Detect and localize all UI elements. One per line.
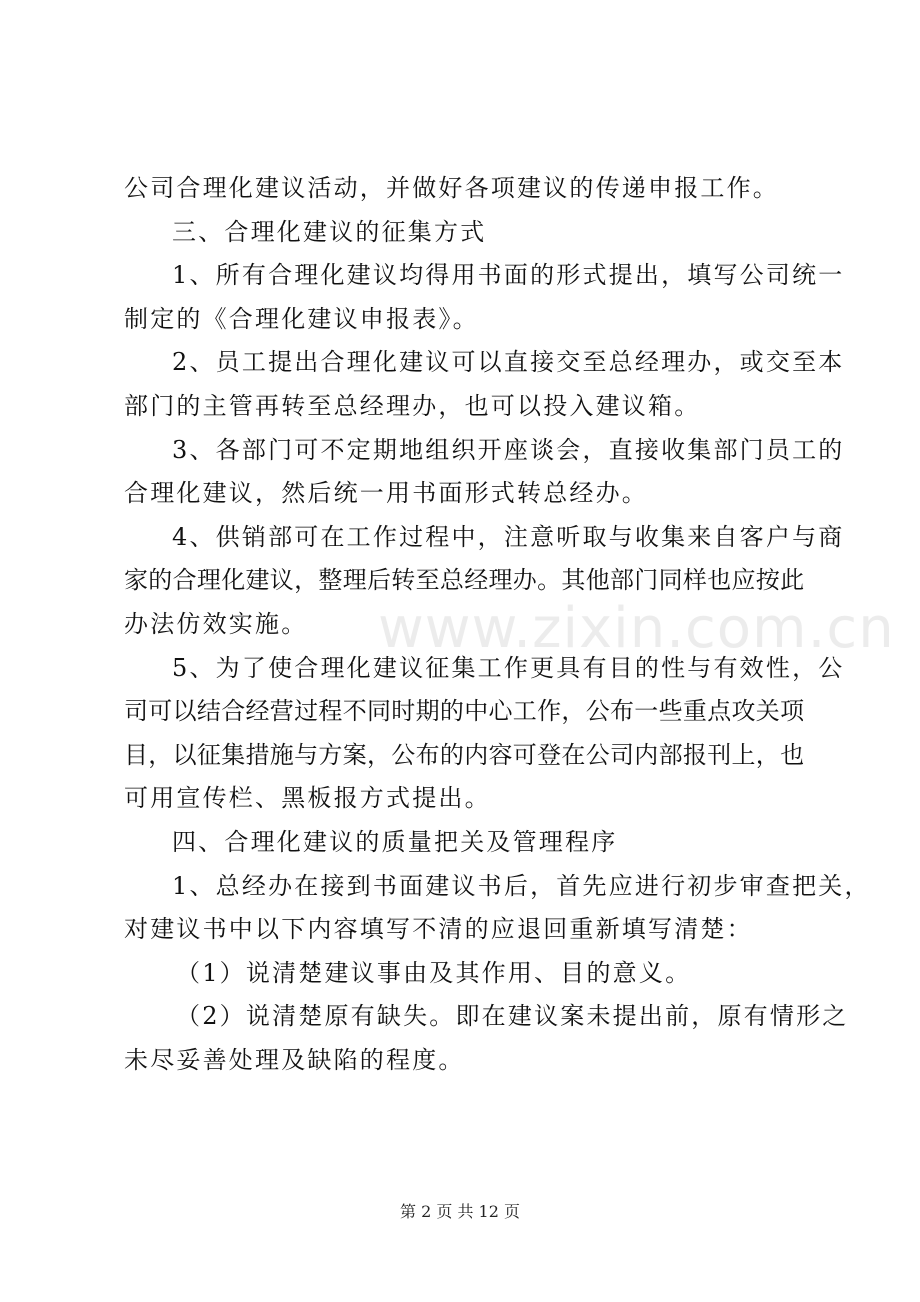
section-heading: 三、合理化建议的征集方式: [172, 217, 487, 246]
text-line: 5、为了使合理化建议征集工作更具有目的性与有效性，公: [172, 653, 845, 682]
page-footer: 第 2 页 共 12 页: [400, 1202, 520, 1221]
watermark: www.zixin.com.cn: [378, 596, 895, 661]
text-line: 部门的主管再转至总经理办，也可以投入建议箱。: [124, 391, 701, 420]
text-line: 办法仿效实施。: [124, 609, 308, 638]
text-line: 1、总经办在接到书面建议书后，首先应进行初步审查把关，: [172, 871, 871, 900]
text-line: 目，以征集措施与方案，公布的内容可登在公司内部报刊上，也: [124, 740, 805, 769]
text-line: 未尽妥善处理及缺陷的程度。: [124, 1045, 465, 1074]
list-item: （1）说清楚建议事由及其作用、目的意义。: [176, 958, 692, 987]
section-heading: 四、合理化建议的质量把关及管理程序: [172, 827, 618, 856]
text-line: 可用宣传栏、黑板报方式提出。: [124, 784, 491, 813]
text-line: 对建议书中以下内容填写不清的应退回重新填写清楚：: [124, 915, 753, 944]
text-line: 3、各部门可不定期地组织开座谈会，直接收集部门员工的: [172, 435, 845, 464]
text-line: 司可以结合经营过程不同时期的中心工作，公布一些重点攻关项: [124, 697, 805, 726]
text-line: 制定的《合理化建议申报表》。: [124, 304, 479, 333]
text-line: 家的合理化建议，整理后转至总经理办。其他部门同样也应按此: [124, 566, 805, 595]
text-line: 合理化建议，然后统一用书面形式转总经办。: [124, 479, 648, 508]
text-line: 公司合理化建议活动，并做好各项建议的传递申报工作。: [124, 174, 779, 202]
text-line: 1、所有合理化建议均得用书面的形式提出，填写公司统一: [172, 261, 845, 290]
text-line: 2、员工提出合理化建议可以直接交至总经理办，或交至本: [172, 348, 845, 377]
list-item: （2）说清楚原有缺失。即在建议案未提出前，原有情形之: [176, 1002, 849, 1031]
text-line: 4、供销部可在工作过程中，注意听取与收集来自客户与商: [172, 522, 845, 551]
